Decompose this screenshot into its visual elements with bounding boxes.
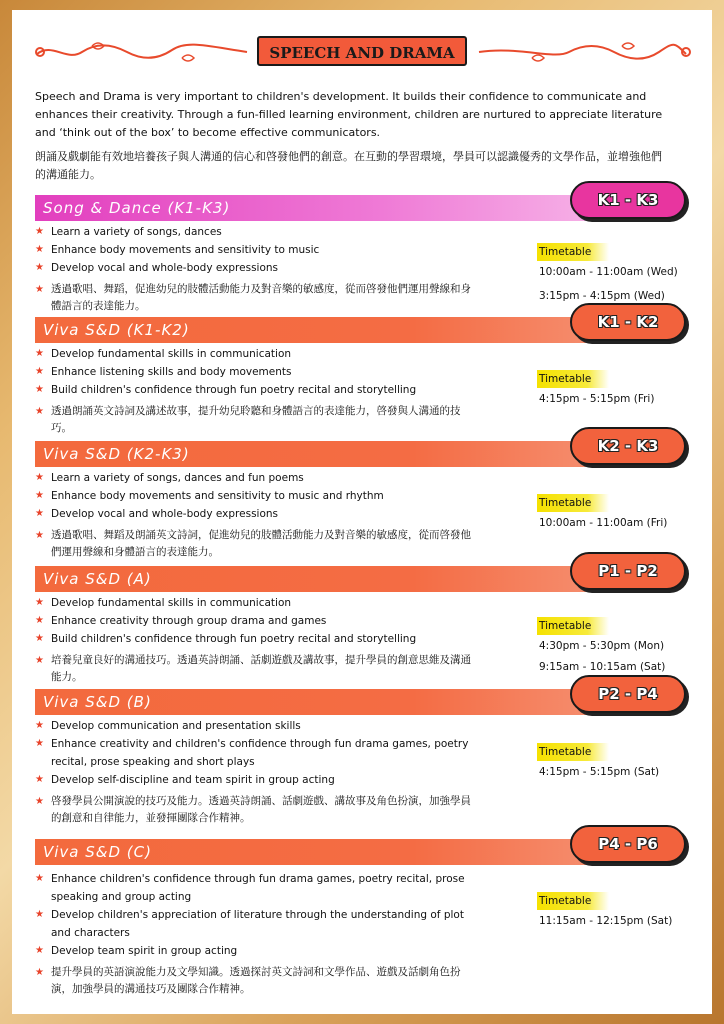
course-title: Viva S&D (A) bbox=[43, 570, 152, 588]
timetable-time: 4:30pm - 5:30pm (Mon) bbox=[539, 640, 665, 652]
list-item: ★ Enhance listening skills and body movements bbox=[35, 363, 475, 381]
list-item: ★ Develop self-discipline and team spirit in group acting bbox=[35, 771, 475, 789]
brochure-page bbox=[12, 10, 712, 1014]
list-item: ★ Enhance children's confidence through fun drama games, poetry recital, prose speaking and group acting bbox=[35, 870, 475, 906]
course-items bbox=[35, 345, 475, 437]
list-item-chinese: ★ 透過朗誦英文詩詞及講述故事，提升幼兒聆聽和身體語言的表達能力，啓發與人溝通的技巧。 bbox=[35, 403, 475, 437]
list-item-chinese: ★ 提升學員的英語演說能力及文學知識。透過探討英文詩詞和文學作品、遊戲及話劇角色扮演，加強學員的溝通技巧及團隊合作精神。 bbox=[35, 964, 475, 998]
list-item: ★ Enhance creativity and children's confidence through fun drama games, poetry recital, prose speaking and short plays bbox=[35, 735, 475, 771]
list-item: ★ Develop vocal and whole-body expressions bbox=[35, 505, 475, 523]
timetable-time: 9:15am - 10:15am (Sat) bbox=[539, 661, 666, 673]
list-item: ★ Develop fundamental skills in communication bbox=[35, 594, 475, 612]
course-title: Viva S&D (C) bbox=[43, 843, 152, 861]
intro bbox=[35, 88, 665, 184]
page-title: SPEECH AND DRAMA bbox=[257, 36, 467, 66]
list-item: ★ Develop communication and presentation skills bbox=[35, 717, 475, 735]
list-item: ★ Build children's confidence through fun poetry recital and storytelling bbox=[35, 630, 475, 648]
intro-english: Speech and Drama is very important to children's development. It builds their confidence to communicate and enhances their creativity. Through a fun-filled learning environment, children are nurtured to appreciate literature and ‘think out of the box’ to become effective communicators. bbox=[35, 90, 663, 139]
level-badge: P1 - P2 bbox=[570, 552, 686, 590]
course-items bbox=[35, 717, 475, 827]
timetable-time: 11:15am - 12:15pm (Sat) bbox=[539, 915, 673, 927]
list-item-chinese: ★ 培養兒童良好的溝通技巧。透過英詩朗誦、話劇遊戲及講故事，提升學員的創意思維及溝通能力。 bbox=[35, 652, 475, 686]
timetable-time: 4:15pm - 5:15pm (Fri) bbox=[539, 393, 655, 405]
course-title: Viva S&D (K1-K2) bbox=[43, 321, 190, 339]
list-item: ★ Develop team spirit in group acting bbox=[35, 942, 475, 960]
timetable-label: Timetable bbox=[537, 617, 609, 635]
timetable-time: 4:15pm - 5:15pm (Sat) bbox=[539, 766, 660, 778]
header bbox=[12, 36, 712, 68]
list-item: ★ Enhance body movements and sensitivity to music bbox=[35, 241, 475, 259]
timetable-label: Timetable bbox=[537, 494, 609, 512]
course-items bbox=[35, 870, 475, 998]
timetable-label: Timetable bbox=[537, 892, 609, 910]
timetable-time: 10:00am - 11:00am (Fri) bbox=[539, 517, 668, 529]
list-item: ★ Develop children's appreciation of literature through the understanding of plot and characters bbox=[35, 906, 475, 942]
timetable-time: 10:00am - 11:00am (Wed) bbox=[539, 266, 678, 278]
timetable-label: Timetable bbox=[537, 743, 609, 761]
list-item: ★ Enhance creativity through group drama and games bbox=[35, 612, 475, 630]
list-item-chinese: ★ 啓發學員公開演說的技巧及能力。透過英詩朗誦、話劇遊戲、講故事及角色扮演，加強學員的創意和自律能力，並發揮團隊合作精神。 bbox=[35, 793, 475, 827]
list-item: ★ Learn a variety of songs, dances and fun poems bbox=[35, 469, 475, 487]
level-badge: K1 - K3 bbox=[570, 181, 686, 219]
right-flourish-icon bbox=[474, 40, 694, 64]
level-badge: P2 - P4 bbox=[570, 675, 686, 713]
list-item: ★ Develop fundamental skills in communication bbox=[35, 345, 475, 363]
course-items bbox=[35, 469, 475, 561]
list-item: ★ Develop vocal and whole-body expressions bbox=[35, 259, 475, 277]
course-items bbox=[35, 594, 475, 686]
list-item-chinese: ★ 透過歌唱、舞蹈及朗誦英文詩詞，促進幼兒的肢體活動能力及對音樂的敏感度，從而啓發他們運用聲線和身體語言的表達能力。 bbox=[35, 527, 475, 561]
list-item: ★ Learn a variety of songs, dances bbox=[35, 223, 475, 241]
list-item: ★ Enhance body movements and sensitivity to music and rhythm bbox=[35, 487, 475, 505]
level-badge: P4 - P6 bbox=[570, 825, 686, 863]
timetable-time: 3:15pm - 4:15pm (Wed) bbox=[539, 290, 665, 302]
course-title: Song & Dance (K1-K3) bbox=[43, 199, 231, 217]
level-badge: K1 - K2 bbox=[570, 303, 686, 341]
timetable-label: Timetable bbox=[537, 370, 609, 388]
course-title: Viva S&D (K2-K3) bbox=[43, 445, 190, 463]
left-flourish-icon bbox=[32, 40, 252, 64]
intro-chinese: 朗誦及戲劇能有效地培養孩子與人溝通的信心和啓發他們的創意。在互動的學習環境，學員可以認識優秀的文學作品，並增強他們的溝通能力。 bbox=[35, 150, 662, 181]
course-title: Viva S&D (B) bbox=[43, 693, 152, 711]
list-item: ★ Build children's confidence through fun poetry recital and storytelling bbox=[35, 381, 475, 399]
list-item-chinese: ★ 透過歌唱、舞蹈，促進幼兒的肢體活動能力及對音樂的敏感度，從而啓發他們運用聲線和身體語言的表達能力。 bbox=[35, 281, 475, 315]
course-items bbox=[35, 223, 475, 315]
level-badge: K2 - K3 bbox=[570, 427, 686, 465]
timetable-label: Timetable bbox=[537, 243, 609, 261]
